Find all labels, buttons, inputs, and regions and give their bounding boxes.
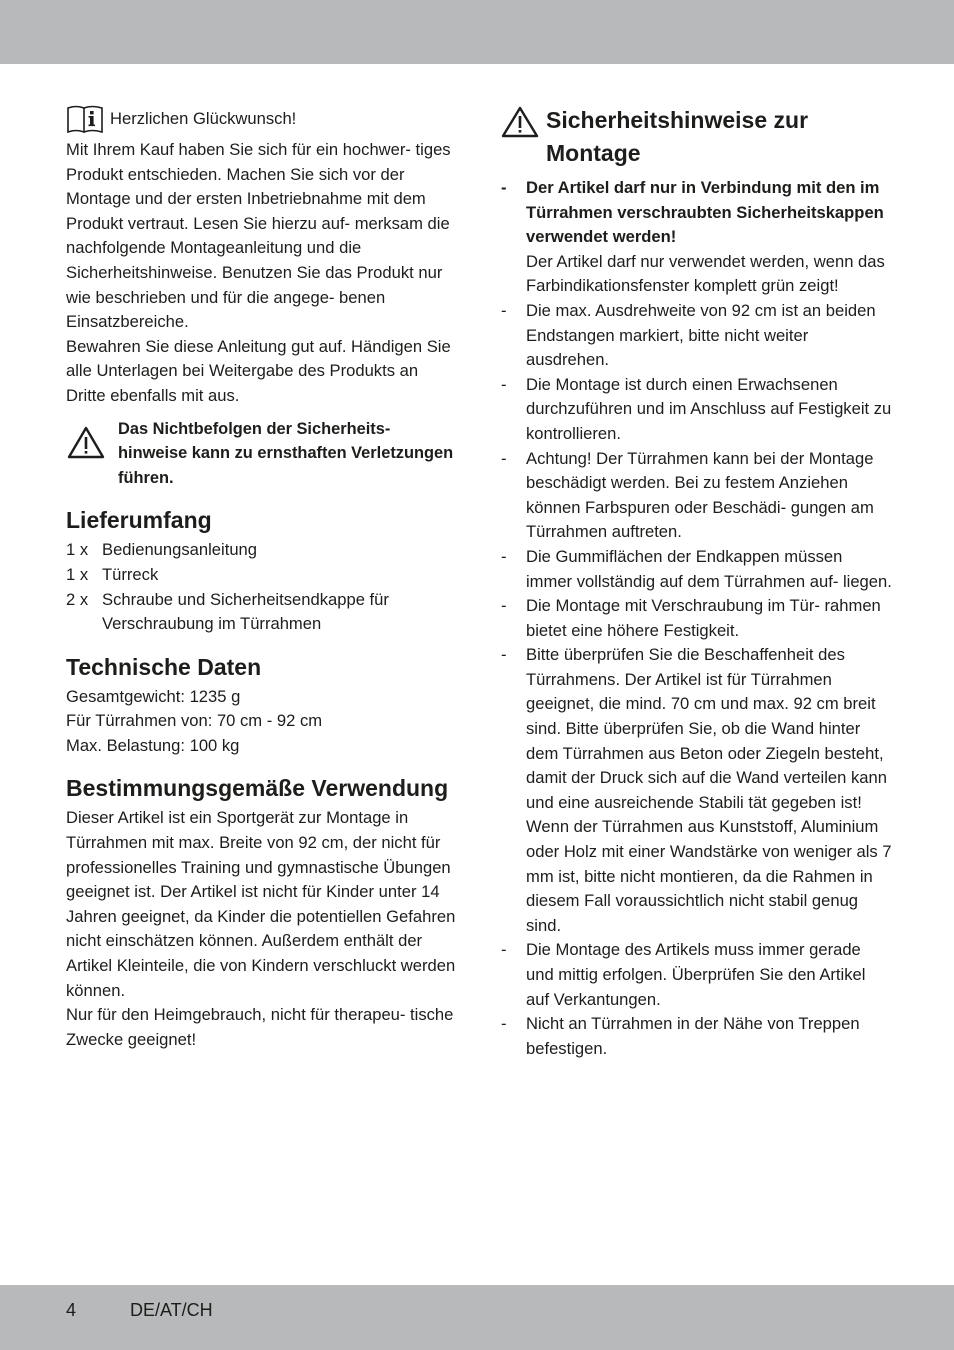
info-book-icon <box>66 104 104 134</box>
intro-title: Herzlichen Glückwunsch! <box>110 109 297 128</box>
tech-line: Max. Belastung: 100 kg <box>66 735 240 755</box>
intro-paragraph: Mit Ihrem Kauf haben Sie sich für ein hochwer- tiges Produkt entschieden. Machen Sie sich vor der Montage und der ersten Inbetriebnahme mit dem Produkt vertraut. Lesen Sie hierzu auf- merksam die nachfolgende Montageanleitung und die Sicherheitshinweise. Benutzen Sie das Produkt nur wie beschrieben und für die angege- benen Einsatzbereiche. <box>66 140 451 332</box>
bullet-text: Achtung! Der Türrahmen kann bei der Montage beschädigt werden. Bei zu festem Anziehen können Farbspuren oder Beschädi- gungen am Türrahmen auftreten. <box>526 448 874 542</box>
warning-block <box>66 417 458 491</box>
list-item <box>500 176 892 299</box>
use-paragraph: Dieser Artikel ist ein Sportgerät zur Montage in Türrahmen mit max. Breite von 92 cm, der nicht für professionelles Training und gymnastische Übungen geeignet ist. Der Artikel ist nicht für Kinder unter 14 Jahren geeignet, da Kinder die potentiellen Gefahren nicht einschätzen können. Außerdem enthält der Artikel Kleinteile, die von Kindern verschluckt werden können. <box>66 808 456 1000</box>
list-item <box>500 545 892 594</box>
bullet-dash: - <box>501 374 507 394</box>
safety-heading: Sicherheitshinweise zur Montage <box>546 107 809 166</box>
bullet-text: Die Montage mit Verschraubung im Tür- rahmen bietet eine höhere Festigkeit. <box>526 596 881 640</box>
list-item <box>66 538 458 563</box>
item-quantity: 1 x <box>66 540 89 560</box>
list-item <box>66 588 458 637</box>
bullet-dash: - <box>501 596 507 616</box>
bullet-text: Bitte überprüfen Sie die Beschaffenheit des Türrahmens. Der Artikel ist für Türrahmen geeignet, die mind. 70 cm und max. 92 cm breit sind. Bitte überprüfen Sie, ob die Wand hinter dem Türrahmen aus Beton oder Ziegeln besteht, damit der Druck sich auf die Wand verteilen kann und eine ausreichende Stabili tät gegeben ist! Wenn der Türrahmen aus Kunststoff, Aluminium oder Holz mit einer Wandstärke von weniger als 7 mm ist, bitte nicht montieren, da die Rahmen in diesem Fall voraussichtlich nicht stabil genug sind. <box>526 645 892 935</box>
item-text: Schraube und Sicherheitsendkappe für Verschraubung im Türrahmen <box>102 589 389 634</box>
left-column <box>66 104 458 1052</box>
page-number: 4 <box>66 1300 77 1320</box>
list-item <box>66 563 458 588</box>
warning-text: Das Nichtbefolgen der Sicherheits- hinweise kann zu ernsthaften Verletzungen führen. <box>118 419 454 487</box>
bullet-text: Die Gummiflächen der Endkappen müssen immer vollständig auf dem Türrahmen auf- liegen. <box>526 546 892 591</box>
tech-line: Gesamtgewicht: 1235 g <box>66 686 241 706</box>
scope-heading: Lieferumfang <box>66 507 212 534</box>
tech-heading: Technische Daten <box>66 653 262 680</box>
bullet-text: Die max. Ausdrehweite von 92 cm ist an beiden Endstangen markiert, bitte nicht weiter ausdrehen. <box>526 300 876 370</box>
intro-paragraph-storage: Bewahren Sie diese Anleitung gut auf. Händigen Sie alle Unterlagen bei Weitergabe des Produkts an Dritte ebenfalls mit aus. <box>66 336 451 405</box>
safety-heading-row <box>500 104 892 170</box>
bullet-text: Die Montage des Artikels muss immer gerade und mittig erfolgen. Überprüfen Sie den Artikel auf Verkantungen. <box>526 940 866 1009</box>
tech-line: Für Türrahmen von: 70 cm - 92 cm <box>66 711 323 731</box>
bullet-dash: - <box>501 178 507 197</box>
bullet-dash: - <box>501 940 507 960</box>
bullet-dash: - <box>501 300 507 320</box>
scope-list <box>66 538 458 636</box>
warning-triangle-icon <box>66 425 106 461</box>
bullet-dash: - <box>501 546 507 566</box>
list-item <box>500 299 892 373</box>
bullet-text: Nicht an Türrahmen in der Nähe von Treppen befestigen. <box>526 1014 860 1058</box>
country-codes: DE/AT/CH <box>130 1300 213 1320</box>
right-column <box>500 104 892 1061</box>
warning-triangle-icon <box>500 105 540 139</box>
list-item <box>500 594 892 643</box>
intro-line <box>66 104 458 134</box>
header-bar <box>0 0 954 64</box>
item-text: Bedienungsanleitung <box>102 540 258 560</box>
list-item <box>500 643 892 938</box>
item-text: Türreck <box>102 564 159 584</box>
bullet-text <box>526 176 892 299</box>
bullet-text: Die Montage ist durch einen Erwachsenen durchzuführen und im Anschluss auf Festigkeit zu kontrollieren. <box>526 374 892 443</box>
list-item <box>500 447 892 545</box>
list-item <box>500 1012 892 1061</box>
use-paragraph-home: Nur für den Heimgebrauch, nicht für therapeu- tische Zwecke geeignet! <box>66 1005 454 1049</box>
safety-list <box>500 176 892 1061</box>
list-item <box>500 938 892 1012</box>
item-quantity: 1 x <box>66 564 89 584</box>
bullet-dash: - <box>501 645 507 665</box>
bullet-dash: - <box>501 448 507 468</box>
tech-list <box>66 685 458 759</box>
bullet-normal-text: Der Artikel darf nur verwendet werden, wenn das Farbindikationsfenster komplett grün zeigt! <box>526 251 885 296</box>
use-heading: Bestimmungsgemäße Verwendung <box>66 775 449 802</box>
item-quantity: 2 x <box>66 589 89 609</box>
bullet-bold-text: Der Artikel darf nur in Verbindung mit den im Türrahmen verschraubten Sicherheitskappen verwendet werden! <box>526 178 884 247</box>
list-item <box>500 373 892 447</box>
bullet-dash: - <box>501 1014 507 1034</box>
